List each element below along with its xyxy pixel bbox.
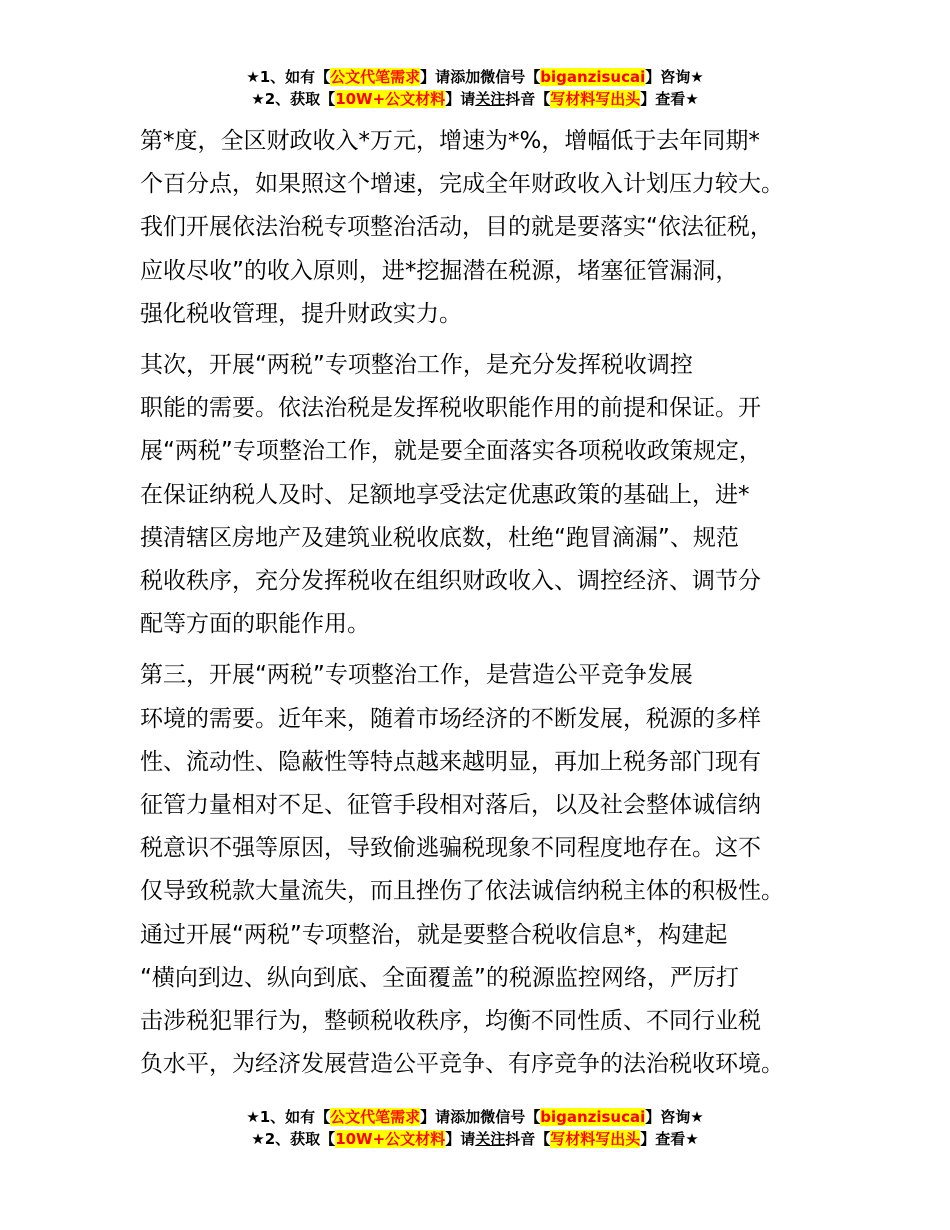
text-line: 应收尽收”的收入原则，进*挖掘潜在税源，堵塞征管漏洞， [140,257,739,284]
banner-emphasis: 添加 [450,1108,481,1126]
banner-text: 】请 [445,1130,476,1148]
text-line: 环境的需要。近年来，随着市场经济的不断发展，税源的多样 [140,705,761,732]
highlight-ghostwriting: 公文代笔需求 [330,1108,421,1126]
banner-emphasis: 关注 [475,90,506,108]
text-line: 职能的需要。依法治税是发挥税收职能作用的前提和保证。开 [140,395,761,422]
text-line: 击涉税犯罪行为，整顿税收秩序，均衡不同性质、不同行业税 [140,1008,761,1035]
highlight-wechat-id: biganzisucai [540,1108,646,1126]
banner-line-1 [0,66,950,88]
text-line: 第三，开展“两税”专项整治工作，是营造公平竞争发展 [140,662,693,689]
paragraph-spacer [140,646,836,654]
highlight-douyin-account: 写材料写出头 [550,1130,641,1148]
banner-text: 】请 [420,68,451,86]
banner-emphasis: 添加 [450,68,481,86]
text-line: 税意识不强等原因，导致偷逃骗税现象不同程度地存在。这不 [140,835,761,862]
banner-text: 】查看★ [640,90,699,108]
banner-text: ★2、获取【 [251,90,336,108]
highlight-materials: 10W+公文材料 [335,90,446,108]
banner-text: 抖音【 [505,1130,551,1148]
document-body [140,120,836,1086]
text-line: 第*度，全区财政收入*万元，增速为*%，增幅低于去年同期* [140,128,760,154]
banner-text: 】咨询★ [645,68,704,86]
footer-banner [0,1106,950,1150]
header-banner [0,66,950,110]
highlight-materials: 10W+公文材料 [335,1130,446,1148]
text-line: 税收秩序，充分发挥税收在组织财政收入、调控经济、调节分 [140,568,761,595]
banner-text: 】咨询★ [645,1108,704,1126]
text-line: 通过开展“两税”专项整治，就是要整合税收信息*，构建起 [140,921,728,948]
banner-text: 】查看★ [640,1130,699,1148]
text-line: 在保证纳税人及时、足额地享受法定优惠政策的基础上，进* [140,481,750,508]
banner-text: ★2、获取【 [251,1130,336,1148]
highlight-ghostwriting: 公文代笔需求 [330,68,421,86]
text-line: 配等方面的职能作用。 [140,611,370,638]
banner-text: 】请 [420,1108,451,1126]
paragraph-1 [140,120,836,336]
banner-text: 】请 [445,90,476,108]
text-line: 个百分点，如果照这个增速，完成全年财政收入计划压力较大。 [140,171,784,198]
text-line: “横向到边、纵向到底、全面覆盖”的税源监控网络，严厉打 [140,964,739,991]
paragraph-2 [140,344,836,646]
paragraph-3 [140,654,836,1086]
banner-text: ★1、如有【 [246,1108,331,1126]
banner-line-2 [0,1128,950,1150]
text-line: 其次，开展“两税”专项整治工作，是充分发挥税收调控 [140,352,693,379]
highlight-wechat-id: biganzisucai [540,68,646,86]
text-line: 仅导致税款大量流失，而且挫伤了依法诚信纳税主体的积极性。 [140,878,784,905]
banner-line-2 [0,88,950,110]
text-line: 展“两税”专项整治工作，就是要全面落实各项税收政策规定， [140,438,762,465]
banner-emphasis: 关注 [475,1130,506,1148]
highlight-douyin-account: 写材料写出头 [550,90,641,108]
banner-line-1 [0,1106,950,1128]
text-line: 我们开展依法治税专项整治活动，目的就是要落实“依法征税， [140,214,773,241]
text-line: 强化税收管理，提升财政实力。 [140,300,462,327]
banner-text: 微信号【 [480,1108,541,1126]
text-line: 负水平，为经济发展营造公平竞争、有序竞争的法治税收环境。 [140,1051,784,1078]
banner-text: 微信号【 [480,68,541,86]
text-line: 征管力量相对不足、征管手段相对落后，以及社会整体诚信纳 [140,792,761,819]
text-line: 性、流动性、隐蔽性等特点越来越明显，再加上税务部门现有 [140,748,761,775]
banner-text: 抖音【 [505,90,551,108]
banner-text: ★1、如有【 [246,68,331,86]
paragraph-spacer [140,336,836,344]
text-line: 摸清辖区房地产及建筑业税收底数，杜绝“跑冒滴漏”、规范 [140,524,739,551]
